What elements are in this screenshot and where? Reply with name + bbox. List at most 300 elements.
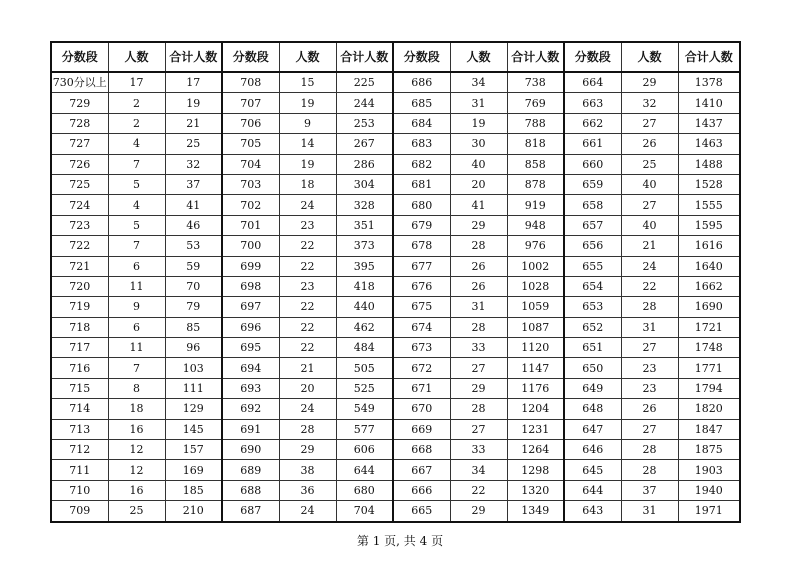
table-cell: 1903 bbox=[678, 460, 740, 480]
table-cell: 19 bbox=[450, 113, 507, 133]
table-cell: 650 bbox=[564, 358, 621, 378]
table-cell: 1410 bbox=[678, 93, 740, 113]
table-row bbox=[51, 358, 740, 378]
table-cell: 6 bbox=[108, 256, 165, 276]
table-cell: 1087 bbox=[507, 317, 564, 337]
table-cell: 1794 bbox=[678, 378, 740, 398]
table-cell: 40 bbox=[621, 215, 678, 235]
table-row bbox=[51, 378, 740, 398]
table-cell: 27 bbox=[621, 419, 678, 439]
table-cell: 878 bbox=[507, 174, 564, 194]
table-cell: 668 bbox=[393, 440, 450, 460]
table-cell: 694 bbox=[222, 358, 279, 378]
table-cell: 693 bbox=[222, 378, 279, 398]
table-cell: 684 bbox=[393, 113, 450, 133]
table-cell: 664 bbox=[564, 72, 621, 93]
table-cell: 1349 bbox=[507, 501, 564, 522]
table-cell: 22 bbox=[279, 338, 336, 358]
table-cell: 656 bbox=[564, 236, 621, 256]
table-cell: 674 bbox=[393, 317, 450, 337]
table-cell: 185 bbox=[165, 480, 222, 500]
table-row bbox=[51, 317, 740, 337]
table-cell: 79 bbox=[165, 297, 222, 317]
table-cell: 1320 bbox=[507, 480, 564, 500]
table-cell: 286 bbox=[336, 154, 393, 174]
table-cell: 818 bbox=[507, 134, 564, 154]
table-cell: 8 bbox=[108, 378, 165, 398]
table-cell: 707 bbox=[222, 93, 279, 113]
table-cell: 2 bbox=[108, 113, 165, 133]
table-cell: 651 bbox=[564, 338, 621, 358]
table-cell: 697 bbox=[222, 297, 279, 317]
table-cell: 718 bbox=[51, 317, 108, 337]
table-cell: 304 bbox=[336, 174, 393, 194]
table-cell: 24 bbox=[279, 501, 336, 522]
table-cell: 26 bbox=[621, 134, 678, 154]
table-cell: 709 bbox=[51, 501, 108, 522]
table-cell: 1690 bbox=[678, 297, 740, 317]
table-cell: 698 bbox=[222, 276, 279, 296]
table-cell: 703 bbox=[222, 174, 279, 194]
table-row bbox=[51, 215, 740, 235]
table-cell: 1264 bbox=[507, 440, 564, 460]
table-cell: 21 bbox=[621, 236, 678, 256]
table-cell: 1120 bbox=[507, 338, 564, 358]
table-cell: 17 bbox=[165, 72, 222, 93]
table-cell: 716 bbox=[51, 358, 108, 378]
table-cell: 723 bbox=[51, 215, 108, 235]
table-cell: 29 bbox=[450, 215, 507, 235]
table-cell: 267 bbox=[336, 134, 393, 154]
table-cell: 659 bbox=[564, 174, 621, 194]
table-cell: 12 bbox=[108, 460, 165, 480]
table-cell: 1298 bbox=[507, 460, 564, 480]
table-cell: 690 bbox=[222, 440, 279, 460]
table-cell: 695 bbox=[222, 338, 279, 358]
table-cell: 688 bbox=[222, 480, 279, 500]
table-cell: 649 bbox=[564, 378, 621, 398]
table-cell: 70 bbox=[165, 276, 222, 296]
table-cell: 5 bbox=[108, 174, 165, 194]
table-cell: 712 bbox=[51, 440, 108, 460]
table-cell: 1528 bbox=[678, 174, 740, 194]
table-cell: 1875 bbox=[678, 440, 740, 460]
table-cell: 19 bbox=[279, 93, 336, 113]
table-cell: 719 bbox=[51, 297, 108, 317]
table-cell: 32 bbox=[165, 154, 222, 174]
table-cell: 484 bbox=[336, 338, 393, 358]
table-cell: 31 bbox=[621, 317, 678, 337]
table-cell: 682 bbox=[393, 154, 450, 174]
table-cell: 701 bbox=[222, 215, 279, 235]
table-cell: 24 bbox=[279, 195, 336, 215]
table-row bbox=[51, 276, 740, 296]
table-cell: 653 bbox=[564, 297, 621, 317]
table-cell: 32 bbox=[621, 93, 678, 113]
table-cell: 666 bbox=[393, 480, 450, 500]
table-cell: 647 bbox=[564, 419, 621, 439]
table-cell: 111 bbox=[165, 378, 222, 398]
table-cell: 29 bbox=[450, 501, 507, 522]
table-row bbox=[51, 338, 740, 358]
table-cell: 715 bbox=[51, 378, 108, 398]
table-cell: 677 bbox=[393, 256, 450, 276]
table-cell: 738 bbox=[507, 72, 564, 93]
table-cell: 25 bbox=[108, 501, 165, 522]
table-cell: 726 bbox=[51, 154, 108, 174]
table-cell: 1488 bbox=[678, 154, 740, 174]
table-cell: 1971 bbox=[678, 501, 740, 522]
table-row bbox=[51, 480, 740, 500]
table-cell: 686 bbox=[393, 72, 450, 93]
table-row bbox=[51, 419, 740, 439]
column-header: 合计人数 bbox=[507, 42, 564, 72]
table-cell: 7 bbox=[108, 236, 165, 256]
table-cell: 28 bbox=[450, 317, 507, 337]
table-cell: 687 bbox=[222, 501, 279, 522]
table-cell: 644 bbox=[336, 460, 393, 480]
table-cell: 1204 bbox=[507, 399, 564, 419]
table-cell: 1555 bbox=[678, 195, 740, 215]
table-cell: 85 bbox=[165, 317, 222, 337]
table-cell: 38 bbox=[279, 460, 336, 480]
table-cell: 23 bbox=[621, 378, 678, 398]
table-cell: 1847 bbox=[678, 419, 740, 439]
table-cell: 678 bbox=[393, 236, 450, 256]
table-cell: 37 bbox=[165, 174, 222, 194]
table-cell: 689 bbox=[222, 460, 279, 480]
table-cell: 34 bbox=[450, 460, 507, 480]
table-cell: 858 bbox=[507, 154, 564, 174]
table-cell: 643 bbox=[564, 501, 621, 522]
table-cell: 22 bbox=[279, 256, 336, 276]
table-cell: 655 bbox=[564, 256, 621, 276]
table-cell: 27 bbox=[621, 338, 678, 358]
table-cell: 244 bbox=[336, 93, 393, 113]
table-cell: 667 bbox=[393, 460, 450, 480]
table-cell: 717 bbox=[51, 338, 108, 358]
column-header: 人数 bbox=[279, 42, 336, 72]
table-cell: 29 bbox=[279, 440, 336, 460]
table-cell: 28 bbox=[621, 440, 678, 460]
table-cell: 654 bbox=[564, 276, 621, 296]
table-cell: 1771 bbox=[678, 358, 740, 378]
table-cell: 14 bbox=[279, 134, 336, 154]
table-cell: 15 bbox=[279, 72, 336, 93]
table-cell: 53 bbox=[165, 236, 222, 256]
table-cell: 691 bbox=[222, 419, 279, 439]
table-cell: 96 bbox=[165, 338, 222, 358]
table-cell: 7 bbox=[108, 358, 165, 378]
column-header: 合计人数 bbox=[165, 42, 222, 72]
table-row bbox=[51, 72, 740, 93]
table-cell: 27 bbox=[450, 358, 507, 378]
table-cell: 1147 bbox=[507, 358, 564, 378]
table-row bbox=[51, 174, 740, 194]
table-cell: 225 bbox=[336, 72, 393, 93]
table-cell: 1721 bbox=[678, 317, 740, 337]
table-cell: 1662 bbox=[678, 276, 740, 296]
table-cell: 549 bbox=[336, 399, 393, 419]
table-cell: 9 bbox=[108, 297, 165, 317]
table-cell: 19 bbox=[279, 154, 336, 174]
table-cell: 657 bbox=[564, 215, 621, 235]
table-cell: 19 bbox=[165, 93, 222, 113]
table-cell: 4 bbox=[108, 195, 165, 215]
table-cell: 660 bbox=[564, 154, 621, 174]
table-row bbox=[51, 113, 740, 133]
page-footer: 第 1 页, 共 4 页 bbox=[356, 534, 444, 548]
table-cell: 721 bbox=[51, 256, 108, 276]
table-row bbox=[51, 154, 740, 174]
column-header: 人数 bbox=[450, 42, 507, 72]
table-cell: 36 bbox=[279, 480, 336, 500]
table-cell: 328 bbox=[336, 195, 393, 215]
table-cell: 696 bbox=[222, 317, 279, 337]
table-row bbox=[51, 440, 740, 460]
table-cell: 31 bbox=[450, 93, 507, 113]
table-cell: 711 bbox=[51, 460, 108, 480]
table-cell: 680 bbox=[393, 195, 450, 215]
table-cell: 663 bbox=[564, 93, 621, 113]
column-header: 合计人数 bbox=[678, 42, 740, 72]
table-cell: 29 bbox=[450, 378, 507, 398]
table-cell: 27 bbox=[621, 113, 678, 133]
table-cell: 1463 bbox=[678, 134, 740, 154]
table-cell: 652 bbox=[564, 317, 621, 337]
table-row bbox=[51, 134, 740, 154]
column-header: 合计人数 bbox=[336, 42, 393, 72]
table-row bbox=[51, 256, 740, 276]
table-cell: 20 bbox=[279, 378, 336, 398]
table-cell: 1002 bbox=[507, 256, 564, 276]
table-cell: 31 bbox=[621, 501, 678, 522]
table-cell: 59 bbox=[165, 256, 222, 276]
table-cell: 662 bbox=[564, 113, 621, 133]
table-cell: 9 bbox=[279, 113, 336, 133]
table-cell: 27 bbox=[450, 419, 507, 439]
table-cell: 525 bbox=[336, 378, 393, 398]
table-cell: 26 bbox=[450, 276, 507, 296]
table-cell: 11 bbox=[108, 338, 165, 358]
table-cell: 1595 bbox=[678, 215, 740, 235]
table-cell: 729 bbox=[51, 93, 108, 113]
table-cell: 728 bbox=[51, 113, 108, 133]
table-cell: 720 bbox=[51, 276, 108, 296]
table-cell: 157 bbox=[165, 440, 222, 460]
table-cell: 24 bbox=[621, 256, 678, 276]
table-cell: 27 bbox=[621, 195, 678, 215]
table-row bbox=[51, 297, 740, 317]
table-cell: 683 bbox=[393, 134, 450, 154]
table-cell: 2 bbox=[108, 93, 165, 113]
table-cell: 7 bbox=[108, 154, 165, 174]
table-cell: 606 bbox=[336, 440, 393, 460]
table-cell: 26 bbox=[450, 256, 507, 276]
table-cell: 6 bbox=[108, 317, 165, 337]
table-cell: 675 bbox=[393, 297, 450, 317]
column-header: 分数段 bbox=[393, 42, 450, 72]
table-cell: 23 bbox=[279, 276, 336, 296]
table-row bbox=[51, 195, 740, 215]
table-cell: 22 bbox=[279, 297, 336, 317]
table-cell: 672 bbox=[393, 358, 450, 378]
table-row bbox=[51, 93, 740, 113]
table-header-row bbox=[51, 42, 740, 72]
table-cell: 714 bbox=[51, 399, 108, 419]
table-cell: 1748 bbox=[678, 338, 740, 358]
table-cell: 30 bbox=[450, 134, 507, 154]
column-header: 分数段 bbox=[564, 42, 621, 72]
table-cell: 1640 bbox=[678, 256, 740, 276]
table-cell: 23 bbox=[621, 358, 678, 378]
table-cell: 700 bbox=[222, 236, 279, 256]
table-cell: 673 bbox=[393, 338, 450, 358]
table-cell: 1378 bbox=[678, 72, 740, 93]
table-cell: 34 bbox=[450, 72, 507, 93]
table-cell: 440 bbox=[336, 297, 393, 317]
table-cell: 661 bbox=[564, 134, 621, 154]
table-cell: 40 bbox=[450, 154, 507, 174]
table-cell: 210 bbox=[165, 501, 222, 522]
table-cell: 658 bbox=[564, 195, 621, 215]
table-cell: 462 bbox=[336, 317, 393, 337]
table-cell: 644 bbox=[564, 480, 621, 500]
table-cell: 41 bbox=[165, 195, 222, 215]
table-cell: 727 bbox=[51, 134, 108, 154]
table-cell: 705 bbox=[222, 134, 279, 154]
table-cell: 33 bbox=[450, 440, 507, 460]
table-cell: 730分以上 bbox=[51, 72, 108, 93]
table-cell: 646 bbox=[564, 440, 621, 460]
table-cell: 26 bbox=[621, 399, 678, 419]
table-row bbox=[51, 236, 740, 256]
table-cell: 37 bbox=[621, 480, 678, 500]
table-cell: 702 bbox=[222, 195, 279, 215]
table-cell: 351 bbox=[336, 215, 393, 235]
table-cell: 671 bbox=[393, 378, 450, 398]
table-cell: 28 bbox=[450, 236, 507, 256]
table-cell: 1616 bbox=[678, 236, 740, 256]
table-cell: 21 bbox=[279, 358, 336, 378]
table-cell: 725 bbox=[51, 174, 108, 194]
table-cell: 1940 bbox=[678, 480, 740, 500]
table-cell: 25 bbox=[165, 134, 222, 154]
table-cell: 23 bbox=[279, 215, 336, 235]
table-cell: 18 bbox=[108, 399, 165, 419]
table-cell: 40 bbox=[621, 174, 678, 194]
table-cell: 169 bbox=[165, 460, 222, 480]
table-cell: 12 bbox=[108, 440, 165, 460]
column-header: 人数 bbox=[621, 42, 678, 72]
table-cell: 17 bbox=[108, 72, 165, 93]
table-cell: 704 bbox=[222, 154, 279, 174]
table-cell: 25 bbox=[621, 154, 678, 174]
table-cell: 29 bbox=[621, 72, 678, 93]
table-cell: 1028 bbox=[507, 276, 564, 296]
table-cell: 129 bbox=[165, 399, 222, 419]
table-cell: 16 bbox=[108, 480, 165, 500]
table-cell: 22 bbox=[279, 317, 336, 337]
table-cell: 22 bbox=[450, 480, 507, 500]
table-cell: 648 bbox=[564, 399, 621, 419]
table-cell: 18 bbox=[279, 174, 336, 194]
table-cell: 5 bbox=[108, 215, 165, 235]
table-cell: 1820 bbox=[678, 399, 740, 419]
table-cell: 24 bbox=[279, 399, 336, 419]
score-distribution-table bbox=[50, 41, 741, 523]
table-cell: 16 bbox=[108, 419, 165, 439]
table-cell: 976 bbox=[507, 236, 564, 256]
table-cell: 948 bbox=[507, 215, 564, 235]
table-row bbox=[51, 460, 740, 480]
table-cell: 145 bbox=[165, 419, 222, 439]
column-header: 分数段 bbox=[222, 42, 279, 72]
table-cell: 33 bbox=[450, 338, 507, 358]
table-cell: 505 bbox=[336, 358, 393, 378]
column-header: 人数 bbox=[108, 42, 165, 72]
table-cell: 46 bbox=[165, 215, 222, 235]
table-cell: 20 bbox=[450, 174, 507, 194]
table-cell: 680 bbox=[336, 480, 393, 500]
table-cell: 28 bbox=[279, 419, 336, 439]
table-cell: 28 bbox=[450, 399, 507, 419]
table-cell: 676 bbox=[393, 276, 450, 296]
table-cell: 710 bbox=[51, 480, 108, 500]
table-cell: 103 bbox=[165, 358, 222, 378]
table-cell: 395 bbox=[336, 256, 393, 276]
table-cell: 4 bbox=[108, 134, 165, 154]
table-body bbox=[51, 72, 740, 522]
table-cell: 41 bbox=[450, 195, 507, 215]
table-cell: 670 bbox=[393, 399, 450, 419]
table-cell: 418 bbox=[336, 276, 393, 296]
table-cell: 679 bbox=[393, 215, 450, 235]
table-cell: 28 bbox=[621, 460, 678, 480]
table-cell: 788 bbox=[507, 113, 564, 133]
table-cell: 699 bbox=[222, 256, 279, 276]
table-cell: 21 bbox=[165, 113, 222, 133]
table-cell: 692 bbox=[222, 399, 279, 419]
table-cell: 685 bbox=[393, 93, 450, 113]
table-cell: 708 bbox=[222, 72, 279, 93]
table-cell: 31 bbox=[450, 297, 507, 317]
table-cell: 22 bbox=[621, 276, 678, 296]
column-header: 分数段 bbox=[51, 42, 108, 72]
table-row bbox=[51, 501, 740, 522]
table-cell: 1176 bbox=[507, 378, 564, 398]
table-cell: 706 bbox=[222, 113, 279, 133]
table-row bbox=[51, 399, 740, 419]
table-cell: 11 bbox=[108, 276, 165, 296]
table-cell: 681 bbox=[393, 174, 450, 194]
table-cell: 722 bbox=[51, 236, 108, 256]
table-cell: 1059 bbox=[507, 297, 564, 317]
table-cell: 1437 bbox=[678, 113, 740, 133]
table-cell: 669 bbox=[393, 419, 450, 439]
table-cell: 28 bbox=[621, 297, 678, 317]
table-cell: 724 bbox=[51, 195, 108, 215]
table-cell: 713 bbox=[51, 419, 108, 439]
table-cell: 373 bbox=[336, 236, 393, 256]
table-cell: 253 bbox=[336, 113, 393, 133]
table-cell: 769 bbox=[507, 93, 564, 113]
table-cell: 919 bbox=[507, 195, 564, 215]
table-cell: 704 bbox=[336, 501, 393, 522]
table-cell: 577 bbox=[336, 419, 393, 439]
table-cell: 22 bbox=[279, 236, 336, 256]
table-cell: 665 bbox=[393, 501, 450, 522]
